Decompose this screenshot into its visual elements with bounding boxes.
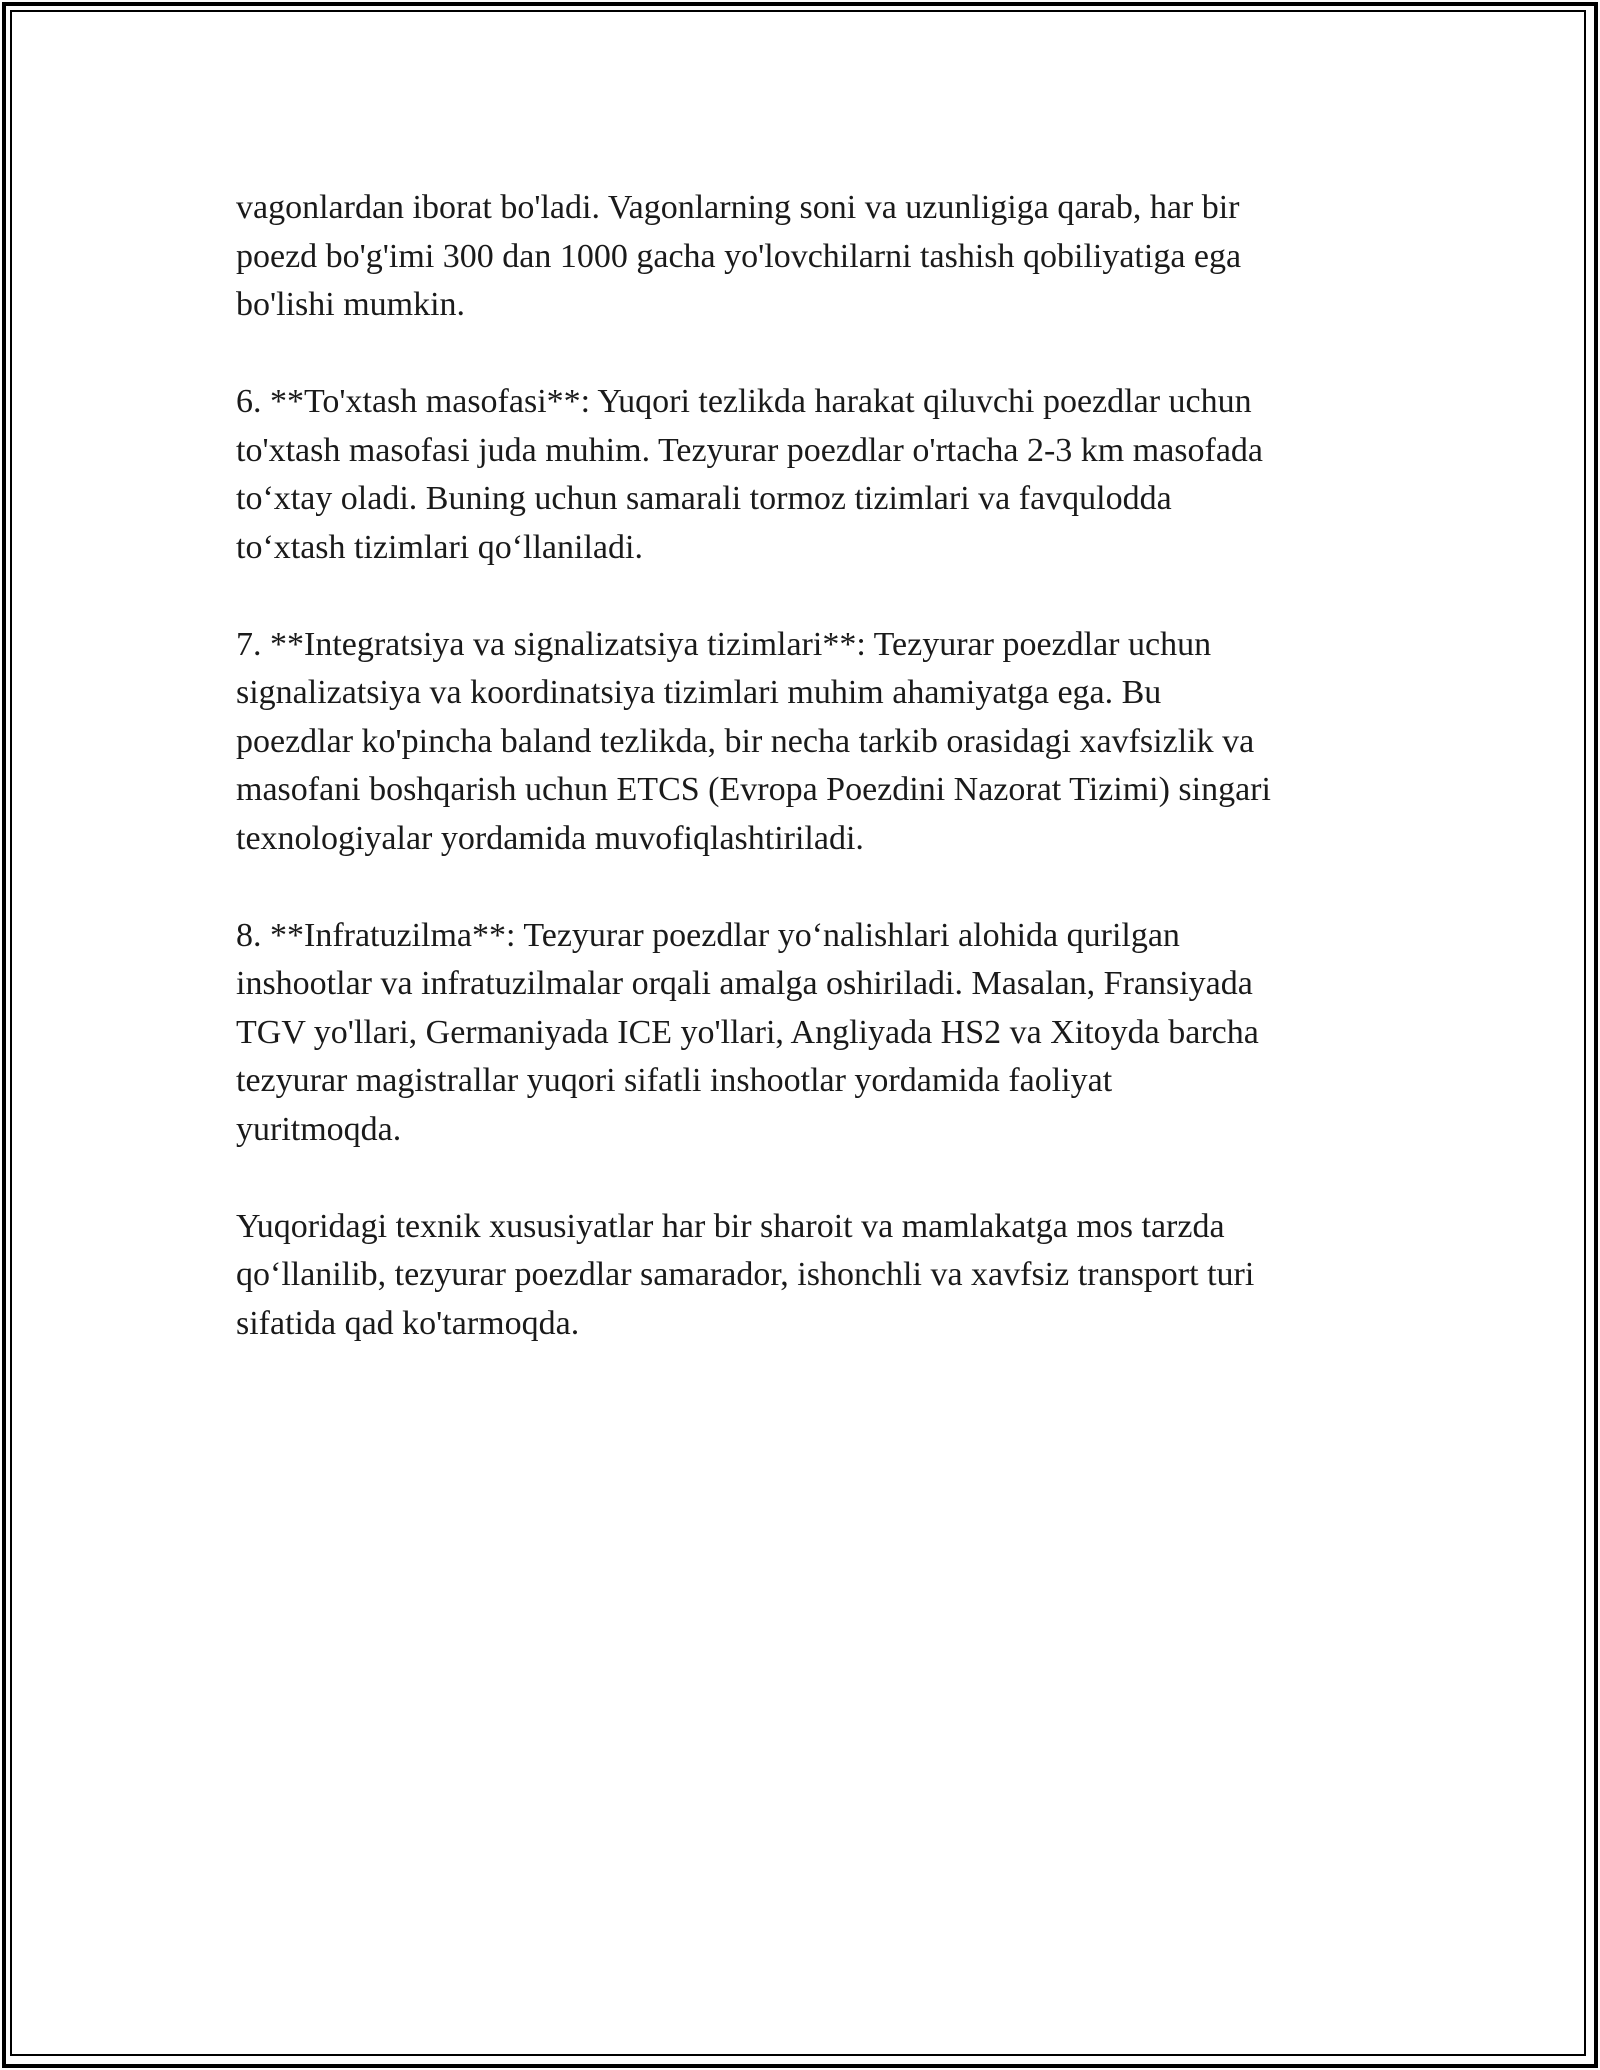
text-line: inshootlar va infratuzilmalar orqali amalga oshiriladi. Masalan, Fransiyada — [236, 965, 1253, 1002]
text-line: to‘xtay oladi. Buning uchun samarali tormoz tizimlari va favqulodda — [236, 480, 1172, 517]
text-line: Yuqoridagi texnik xususiyatlar har bir sharoit va mamlakatga mos tarzda — [236, 1207, 1225, 1245]
paragraph-signalling-systems — [236, 621, 1366, 864]
paragraph-conclusion — [236, 1203, 1366, 1349]
text-line: 6. **To'xtash masofasi**: Yuqori tezlikda harakat qiluvchi poezdlar uchun — [236, 383, 1252, 420]
text-line: bo'lishi mumkin. — [236, 286, 466, 323]
text-line: yuritmoqda. — [236, 1110, 402, 1148]
text-line: to‘xtash tizimlari qo‘llaniladi. — [236, 528, 643, 566]
text-line: tezyurar magistrallar yuqori sifatli inshootlar yordamida faoliyat — [236, 1062, 1113, 1099]
text-line: masofani boshqarish uchun ETCS (Evropa Poezdini Nazorat Tizimi) singari — [236, 771, 1271, 808]
text-line: sifatida qad ko'tarmoqda. — [236, 1304, 580, 1342]
document-body — [236, 184, 1366, 1397]
paragraph-intro-continuation — [236, 184, 1366, 330]
paragraph-infrastructure — [236, 912, 1366, 1155]
text-line: 7. **Integratsiya va signalizatsiya tizimlari**: Tezyurar poezdlar uchun — [236, 625, 1212, 663]
text-line: texnologiyalar yordamida muvofiqlashtiriladi. — [236, 819, 864, 857]
paragraph-stopping-distance — [236, 378, 1366, 572]
text-line: TGV yo'llari, Germaniyada ICE yo'llari, Angliyada HS2 va Xitoyda barcha — [236, 1013, 1259, 1051]
text-line: signalizatsiya va koordinatsiya tizimlari muhim ahamiyatga ega. Bu — [236, 674, 1162, 711]
text-line: vagonlardan iborat bo'ladi. Vagonlarning soni va uzunligiga qarab, har bir — [236, 189, 1240, 226]
text-line: qo‘llanilib, tezyurar poezdlar samarador, ishonchli va xavfsiz transport turi — [236, 1256, 1255, 1293]
text-line: poezd bo'g'imi 300 dan 1000 gacha yo'lovchilarni tashish qobiliyatiga ega — [236, 237, 1242, 275]
text-line: to'xtash masofasi juda muhim. Tezyurar poezdlar o'rtacha 2-3 km masofada — [236, 431, 1264, 469]
text-line: poezdlar ko'pincha baland tezlikda, bir necha tarkib orasidagi xavfsizlik va — [236, 722, 1255, 760]
text-line: 8. **Infratuzilma**: Tezyurar poezdlar yo‘nalishlari alohida qurilgan — [236, 916, 1180, 954]
